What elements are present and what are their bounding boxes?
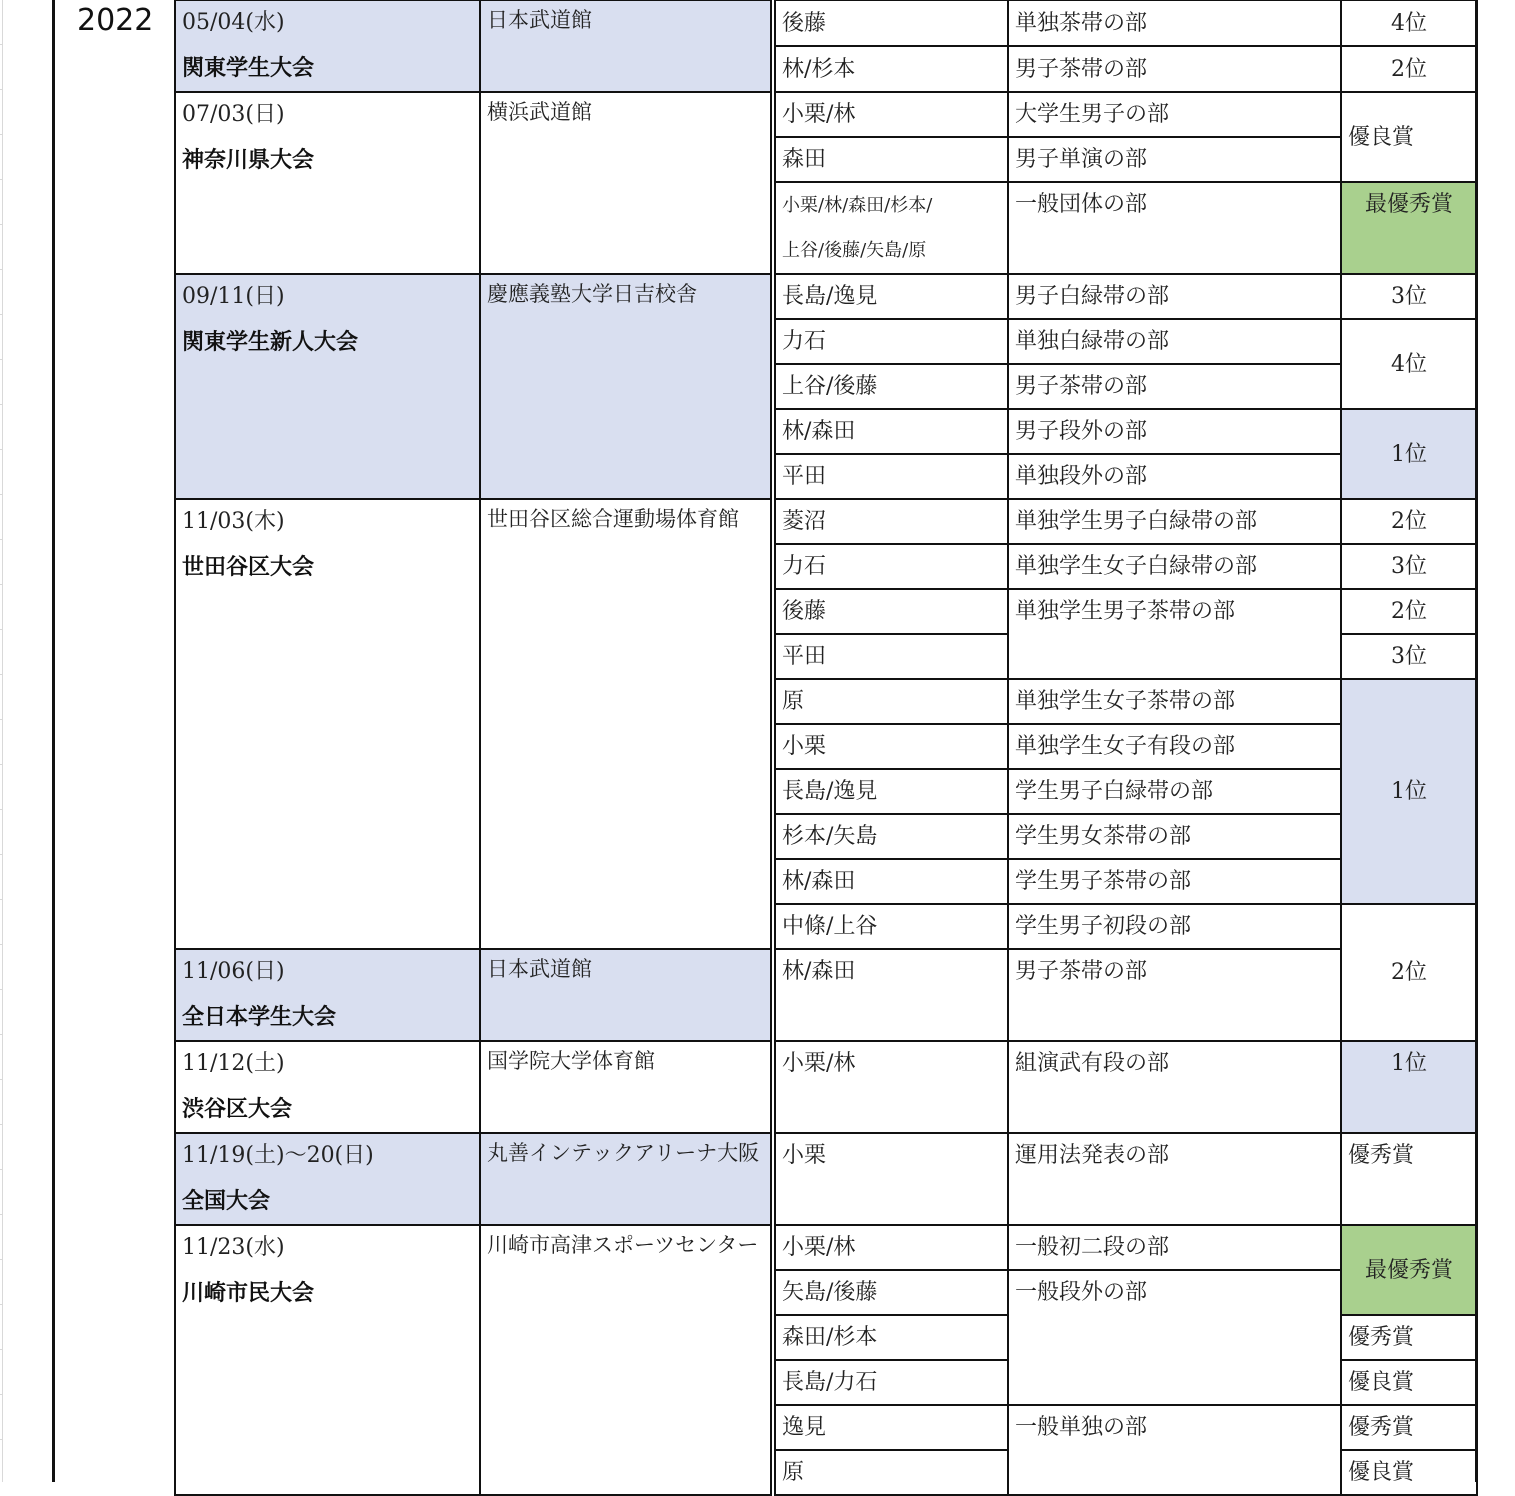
competition-cell [175, 92, 480, 274]
result-cell: 1位 [1341, 409, 1477, 499]
members-cell: 小栗/林 [775, 1225, 1008, 1270]
members-cell: 中條/上谷 [775, 904, 1008, 949]
result-cell: 3位 [1341, 634, 1477, 679]
competition-cell [175, 274, 480, 499]
result-cell: 3位 [1341, 274, 1477, 319]
venue-cell: 国学院大学体育館 [480, 1041, 771, 1133]
competition-cell [175, 1225, 480, 1495]
result-cell: 優秀賞 [1341, 1405, 1477, 1450]
result-cell: 優良賞 [1341, 92, 1477, 182]
members-cell: 後藤 [775, 0, 1008, 46]
result-cell: 2位 [1341, 589, 1477, 634]
competition-name: 世田谷区大会 [182, 555, 315, 580]
members-cell: 矢島/後藤 [775, 1270, 1008, 1315]
competition-date: 11/03(木) [182, 509, 285, 534]
venue-cell: 日本武道館 [480, 949, 771, 1041]
result-cell: 2位 [1341, 46, 1477, 92]
competition-date: 11/23(水) [182, 1235, 285, 1260]
members-cell: 森田 [775, 137, 1008, 182]
event-cell: 男子茶帯の部 [1008, 364, 1341, 409]
event-cell: 男子茶帯の部 [1008, 46, 1341, 92]
competition-date: 11/12(土) [182, 1051, 285, 1076]
members-cell: 上谷/後藤 [775, 364, 1008, 409]
members-cell [775, 182, 1008, 274]
venue-cell: 慶應義塾大学日吉校舎 [480, 274, 771, 499]
venue-cell: 横浜武道館 [480, 92, 771, 274]
table-row [175, 0, 1477, 46]
members-cell: 林/森田 [775, 409, 1008, 454]
members-cell: 長島/力石 [775, 1360, 1008, 1405]
members-cell: 力石 [775, 544, 1008, 589]
event-cell: 一般団体の部 [1008, 182, 1341, 274]
venue-cell: 世田谷区総合運動場体育館 [480, 499, 771, 949]
result-cell: 4位 [1341, 319, 1477, 409]
competition-name: 関東学生新人大会 [182, 330, 359, 355]
members-cell: 平田 [775, 634, 1008, 679]
members-cell: 原 [775, 679, 1008, 724]
members-cell: 林/森田 [775, 859, 1008, 904]
members-line: 小栗/林/森田/杉本/ [782, 195, 933, 216]
competition-name: 全国大会 [182, 1189, 271, 1214]
members-cell: 長島/逸見 [775, 274, 1008, 319]
table-row [175, 1225, 1477, 1270]
table-row [175, 92, 1477, 137]
members-cell: 杉本/矢島 [775, 814, 1008, 859]
competition-date: 09/11(日) [182, 284, 285, 309]
result-cell: 優良賞 [1341, 1450, 1477, 1495]
competition-cell [175, 949, 480, 1041]
event-cell: 単独茶帯の部 [1008, 0, 1341, 46]
competition-date: 07/03(日) [182, 102, 285, 127]
members-line: 上谷/後藤/矢島/原 [782, 240, 927, 261]
result-cell: 優良賞 [1341, 1360, 1477, 1405]
members-cell: 力石 [775, 319, 1008, 364]
result-cell: 優秀賞 [1341, 1315, 1477, 1360]
competition-name: 渋谷区大会 [182, 1097, 293, 1122]
competition-name: 関東学生大会 [182, 56, 315, 81]
competition-name: 神奈川県大会 [182, 148, 315, 173]
event-cell: 大学生男子の部 [1008, 92, 1341, 137]
members-cell: 森田/杉本 [775, 1315, 1008, 1360]
event-cell: 単独学生男子茶帯の部 [1008, 589, 1341, 679]
competition-name: 川崎市民大会 [182, 1281, 315, 1306]
event-cell: 男子茶帯の部 [1008, 949, 1341, 1041]
result-cell: 2位 [1341, 499, 1477, 544]
year-label: 2022 [77, 3, 154, 38]
members-cell: 小栗/林 [775, 92, 1008, 137]
table-row [175, 499, 1477, 544]
event-cell: 単独白緑帯の部 [1008, 319, 1341, 364]
event-cell: 単独学生女子茶帯の部 [1008, 679, 1341, 724]
event-cell: 一般初二段の部 [1008, 1225, 1341, 1270]
result-cell: 優秀賞 [1341, 1133, 1477, 1225]
members-cell: 長島/逸見 [775, 769, 1008, 814]
event-cell: 学生男子茶帯の部 [1008, 859, 1341, 904]
event-cell: 単独学生女子白緑帯の部 [1008, 544, 1341, 589]
members-cell: 小栗 [775, 724, 1008, 769]
competition-cell [175, 1041, 480, 1133]
event-cell: 単独学生男子白緑帯の部 [1008, 499, 1341, 544]
members-cell: 林/杉本 [775, 46, 1008, 92]
members-cell: 林/森田 [775, 949, 1008, 1041]
event-cell: 学生男子白緑帯の部 [1008, 769, 1341, 814]
competition-cell [175, 0, 480, 92]
competition-date: 11/06(日) [182, 959, 285, 984]
members-cell: 後藤 [775, 589, 1008, 634]
members-cell: 小栗/林 [775, 1041, 1008, 1133]
result-cell: 最優秀賞 [1341, 182, 1477, 274]
event-cell: 男子単演の部 [1008, 137, 1341, 182]
venue-cell: 日本武道館 [480, 0, 771, 92]
competition-cell [175, 499, 480, 949]
result-cell: 1位 [1341, 679, 1477, 904]
result-cell: 最優秀賞 [1341, 1225, 1477, 1315]
competition-date: 11/19(土)～20(日) [182, 1143, 374, 1168]
members-cell: 平田 [775, 454, 1008, 499]
members-cell: 逸見 [775, 1405, 1008, 1450]
members-cell: 原 [775, 1450, 1008, 1495]
result-cell: 4位 [1341, 0, 1477, 46]
result-cell: 3位 [1341, 544, 1477, 589]
event-cell: 一般段外の部 [1008, 1270, 1341, 1405]
event-cell: 単独学生女子有段の部 [1008, 724, 1341, 769]
members-cell: 菱沼 [775, 499, 1008, 544]
event-cell: 男子白緑帯の部 [1008, 274, 1341, 319]
event-cell: 組演武有段の部 [1008, 1041, 1341, 1133]
event-cell: 一般単独の部 [1008, 1405, 1341, 1495]
table-right-border [1475, 0, 1478, 1482]
members-cell: 小栗 [775, 1133, 1008, 1225]
event-cell: 男子段外の部 [1008, 409, 1341, 454]
event-cell: 単独段外の部 [1008, 454, 1341, 499]
sheet-edge-line [2, 0, 3, 1482]
event-cell: 学生男女茶帯の部 [1008, 814, 1341, 859]
result-cell: 1位 [1341, 1041, 1477, 1133]
results-table [174, 0, 1478, 1496]
table-row [175, 274, 1477, 319]
event-cell: 学生男子初段の部 [1008, 904, 1341, 949]
venue-cell: 丸善インテックアリーナ大阪 [480, 1133, 771, 1225]
result-cell: 2位 [1341, 904, 1477, 1041]
event-cell: 運用法発表の部 [1008, 1133, 1341, 1225]
competition-cell [175, 1133, 480, 1225]
venue-cell: 川崎市高津スポーツセンター [480, 1225, 771, 1495]
competition-name: 全日本学生大会 [182, 1005, 337, 1030]
competition-date: 05/04(水) [182, 10, 285, 35]
year-column [52, 0, 172, 1482]
